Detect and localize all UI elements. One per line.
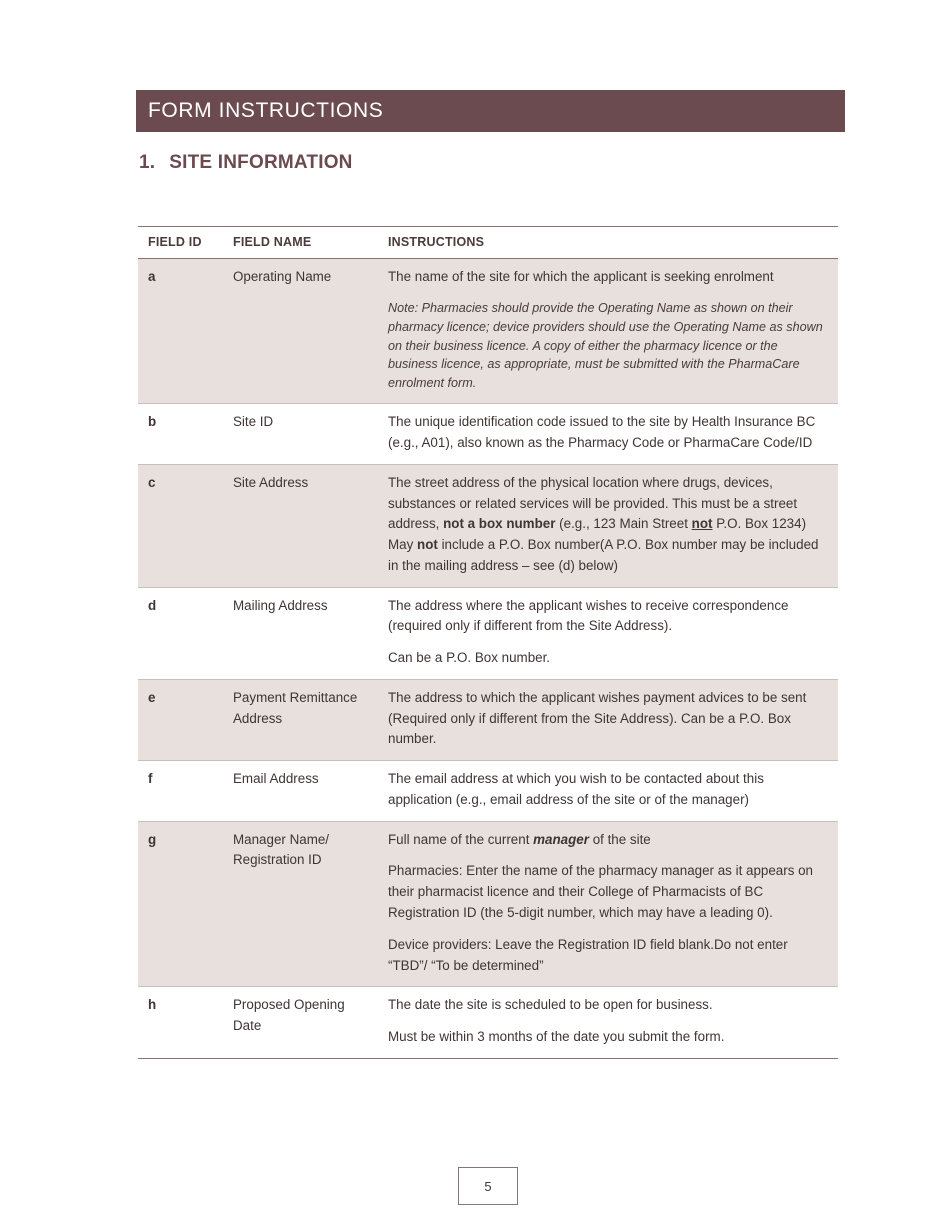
field-instructions [378,404,838,465]
instruction-paragraph: Pharmacies: Enter the name of the pharmacy manager as it appears on their pharmacist licence and their College of Pharmacists of BC Registration ID (the 5-digit number, which may have a leading 0). [388,863,814,920]
field-name: Site ID [223,404,378,465]
field-instructions [378,259,838,404]
page-number-value: 5 [484,1178,492,1194]
instruction-emphasis: not a box number [443,516,556,532]
banner-title: FORM INSTRUCTIONS [148,99,384,122]
table-row [138,679,838,760]
instruction-emphasis: manager [533,831,589,847]
instruction-paragraph: The unique identification code issued to the site by Health Insurance BC (e.g., A01), also known as the Pharmacy Code or PharmaCare Code/ID [388,414,816,450]
field-name: Proposed Opening Date [223,987,378,1059]
instruction-text-segment: Full name of the current [388,831,534,847]
table-row [138,987,838,1059]
instruction-paragraph: The date the site is scheduled to be open for business. [388,997,713,1013]
instructions-table [138,226,838,1059]
instruction-paragraph [388,830,828,851]
field-instructions [378,761,838,822]
instruction-note: Note: Pharmacies should provide the Operating Name as shown on their pharmacy licence; device providers should use the Operating Name as shown on their business licence. A copy of either the pharmacy licence or the business licence, as appropriate, must be submitted with the PharmaCare enrolment form. [388,300,823,391]
form-instructions-banner [136,90,845,132]
instruction-paragraph: The email address at which you wish to be contacted about this application (e.g., email address of the site or of the manager) [388,771,764,807]
section-heading [139,152,353,174]
field-name: Email Address [223,761,378,822]
instruction-paragraph: The address to which the applicant wishes payment advices to be sent (Required only if different from the Site Address). Can be a P.O. Box number. [388,689,807,747]
table-row [138,404,838,465]
table-row [138,761,838,822]
field-name: Payment Remittance Address [223,679,378,760]
table-row [138,259,838,404]
instruction-emphasis-underline: not [691,516,713,532]
field-id: a [138,259,223,404]
field-instructions [378,987,838,1059]
field-instructions [378,679,838,760]
field-instructions [378,821,838,987]
table-row [138,821,838,987]
instruction-paragraph [388,473,828,577]
section-number: 1. [139,152,156,173]
instruction-text-segment: The street address of the physical location where drugs, devices, substances or related services will be provided. This must be a street address, [388,474,798,532]
field-id: d [138,587,223,679]
page-number-box [458,1167,518,1205]
instruction-paragraph: Must be within 3 months of the date you submit the form. [388,1029,725,1045]
column-header-field-name: FIELD NAME [223,227,378,259]
field-name: Operating Name [223,259,378,404]
field-id: f [138,761,223,822]
field-name: Manager Name/ Registration ID [223,821,378,987]
instruction-paragraph: Can be a P.O. Box number. [388,650,551,666]
instruction-text-segment: P.O. Box 1234) May [388,516,807,553]
instruction-paragraph: Device providers: Leave the Registration ID field blank.Do not enter “TBD”/ “To be determined” [388,936,788,973]
instruction-text-segment: of the site [588,831,651,847]
instructions-table-wrapper [138,226,838,1059]
field-id: c [138,464,223,587]
instruction-text-segment: include a P.O. Box number(A P.O. Box number may be included in the mailing address – see (d) below) [388,537,819,573]
instruction-emphasis: not [417,537,438,553]
instruction-paragraph: The name of the site for which the applicant is seeking enrolment [388,269,774,284]
field-id: h [138,987,223,1059]
column-header-field-id: FIELD ID [138,227,223,259]
column-header-instructions: INSTRUCTIONS [378,227,838,259]
field-id: g [138,821,223,987]
field-name: Site Address [223,464,378,587]
instruction-text-segment: (e.g., 123 Main Street [555,516,692,532]
field-id: e [138,679,223,760]
field-id: b [138,404,223,465]
table-row [138,464,838,587]
field-instructions [378,464,838,587]
field-instructions [378,587,838,679]
table-header-row [138,227,838,259]
table-row [138,587,838,679]
field-name: Mailing Address [223,587,378,679]
section-title: SITE INFORMATION [169,152,353,173]
instruction-paragraph: The address where the applicant wishes to receive correspondence (required only if different from the Site Address). [388,597,789,634]
